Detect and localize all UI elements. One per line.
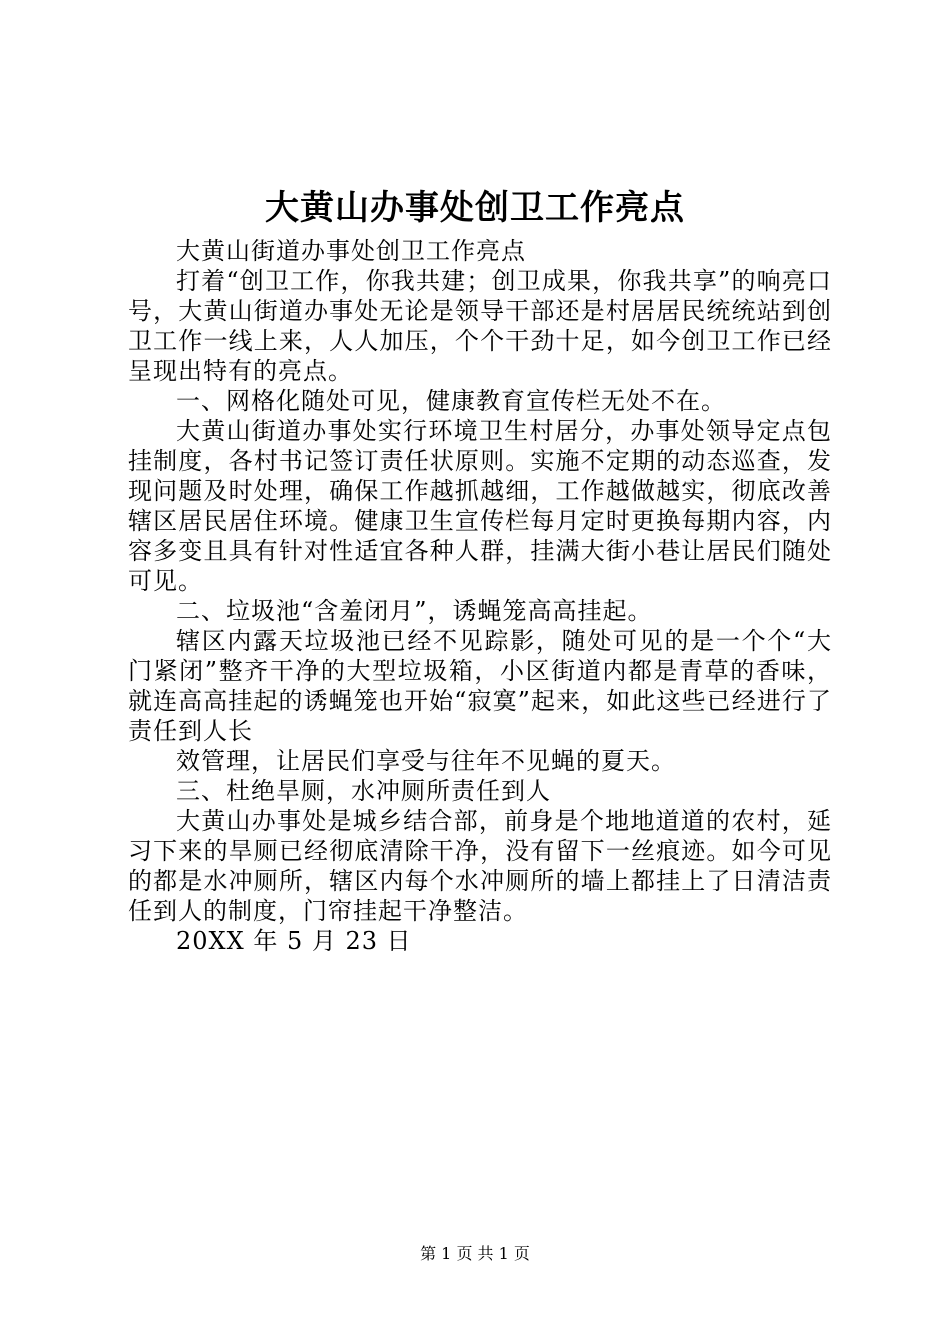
section-heading-3: 三、杜绝旱厕，水冲厕所责任到人 bbox=[176, 777, 551, 805]
document-date: 20XX 年 5 月 23 日 bbox=[176, 927, 412, 955]
document-body bbox=[128, 236, 832, 956]
section-heading-2: 二、垃圾池“含羞闭月”，诱蝇笼高高挂起。 bbox=[176, 597, 653, 625]
paragraph-section-1: 大黄山街道办事处实行环境卫生村居分，办事处领导定点包挂制度，各村书记签订责任状原则。实施不定期的动态巡查，发现问题及时处理，确保工作越抓越细，工作越做越实，彻底改善辖区居民居住环境。健康卫生宣传栏每月定时更换每期内容，内容多变且具有针对性适宜各种人群，挂满大街小巷让居民们随处可见。 bbox=[128, 417, 832, 595]
page-footer: 第 1 页 共 1 页 bbox=[420, 1244, 530, 1263]
paragraph-section-2: 辖区内露天垃圾池已经不见踪影，随处可见的是一个个“大门紧闭”整齐干净的大型垃圾箱，小区街道内都是青草的香味，就连高高挂起的诱蝇笼也开始“寂寞”起来，如此这些已经进行了责任到人长 bbox=[128, 627, 832, 745]
section-heading-1: 一、网格化随处可见，健康教育宣传栏无处不在。 bbox=[176, 387, 726, 415]
paragraph-subtitle: 大黄山街道办事处创卫工作亮点 bbox=[176, 237, 526, 265]
paragraph-section-2-continued: 效管理，让居民们享受与往年不见蝇的夏天。 bbox=[176, 747, 676, 775]
document-title: 大黄山办事处创卫工作亮点 bbox=[265, 188, 685, 228]
paragraph-intro: 打着“创卫工作，你我共建；创卫成果，你我共享”的响亮口号，大黄山街道办事处无论是领导干部还是村居居民统统站到创卫工作一线上来，人人加压，个个干劲十足，如今创卫工作已经呈现出特有的亮点。 bbox=[128, 267, 832, 385]
paragraph-section-3: 大黄山办事处是城乡结合部，前身是个地地道道的农村，延习下来的旱厕已经彻底清除干净，没有留下一丝痕迹。如今可见的都是水冲厕所，辖区内每个水冲厕所的墙上都挂上了日清洁责任到人的制度，门帘挂起干净整洁。 bbox=[128, 807, 832, 925]
